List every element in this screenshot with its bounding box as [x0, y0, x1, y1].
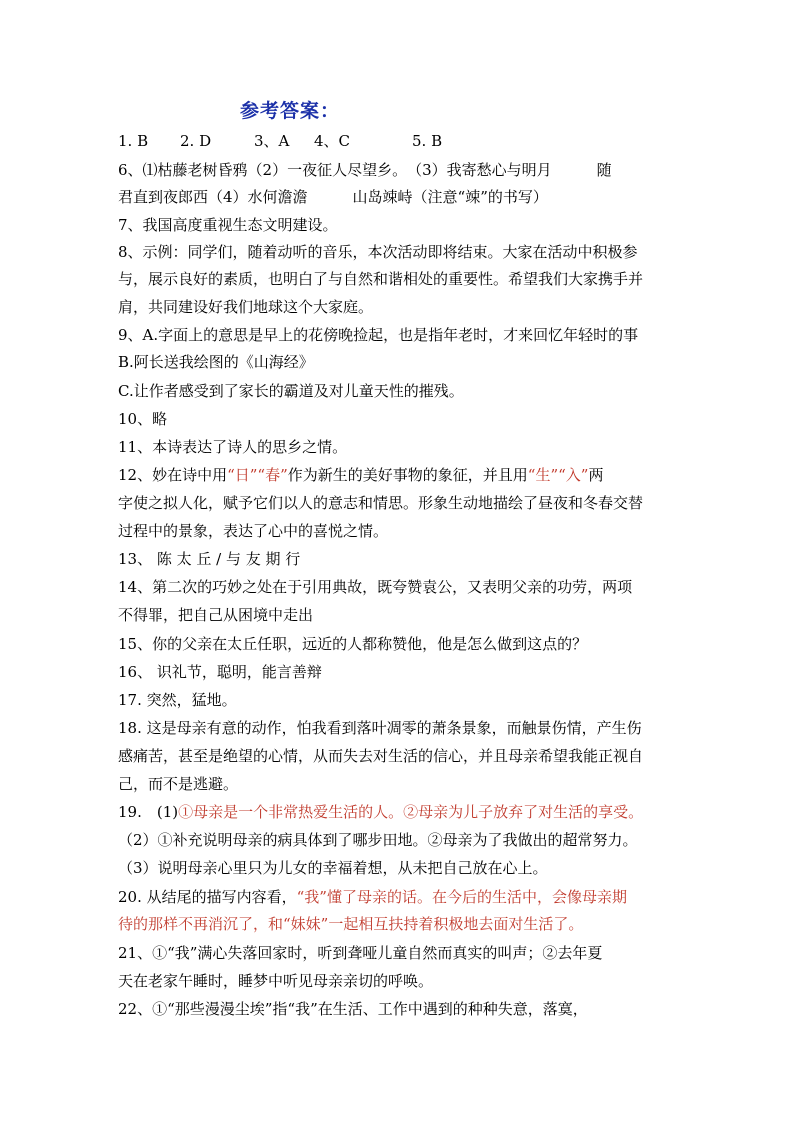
- answer-line-18: 不得罪，把自己从困境中走出: [118, 606, 314, 624]
- answer-line-11: 10、略: [118, 410, 168, 428]
- answer-2: 2. D: [180, 132, 212, 150]
- answer-line-25: [118, 802, 678, 822]
- answer-line-8: 9、A.字面上的意思是早上的花傍晚捡起，也是指年老时，才来回忆年轻时的事: [118, 326, 639, 344]
- answer-line-5: 8、示例：同学们，随着动听的音乐，本次活动即将结束。大家在活动中积极参: [118, 243, 638, 261]
- answer-line-17: 14、第二次的巧妙之处在于引用典故，既夸赞袁公，又表明父亲的功劳，两项: [118, 578, 633, 596]
- answer-line-1: [118, 131, 678, 151]
- answer-20-continued: 待的那样不再消沉了，和“妹妹”一起相互扶持着积极地去面对生活了。: [118, 915, 584, 933]
- answer-line-9: B.阿长送我绘图的《山海经》: [118, 353, 314, 371]
- answer-line-10: C.让作者感受到了家长的霸道及对儿童天性的摧残。: [118, 382, 464, 400]
- answer-line-23: 感痛苦，甚至是绝望的心情，从而失去对生活的信心，并且母亲希望我能正视自: [118, 747, 644, 765]
- answer-12-end: 两: [588, 466, 604, 484]
- answer-line-12: 11、本诗表达了诗人的思乡之情。: [118, 438, 348, 456]
- answer-line-16: 13、 陈 太 丘 / 与 友 期 行: [118, 550, 301, 568]
- answer-line-24: 己，而不是逃避。: [118, 775, 239, 793]
- answer-line-7: 肩，共同建设好我们地球这个大家庭。: [118, 298, 374, 316]
- answer-line-21: 17. 突然，猛地。: [118, 691, 237, 709]
- answer-line-31: 天在老家午睡时，睡梦中听见母亲亲切的呼唤。: [118, 972, 434, 990]
- answer-line-32: 22、①“那些漫漫尘埃”指“我”在生活、工作中遇到的种种失意，落寞，: [118, 1000, 588, 1018]
- answer-12-keywords-1: “日”“春”: [227, 466, 288, 484]
- answer-1: 1. B: [118, 132, 149, 150]
- answer-20-intro: 20. 从结尾的描写内容看，: [118, 888, 297, 906]
- answer-12-middle: 作为新生的美好事物的象征，并且用: [287, 466, 528, 484]
- answer-line-13: [118, 465, 678, 485]
- answer-line-15: 过程中的景象，表达了心中的喜悦之情。: [118, 522, 389, 540]
- answer-20-highlight: “我”懂了母亲的话。在今后的生活中，会像母亲期: [296, 888, 627, 906]
- answer-line-26: （2）①补充说明母亲的病具体到了哪步田地。②母亲为了我做出的超常努力。: [118, 831, 638, 849]
- answer-line-4: 7、我国高度重视生态文明建设。: [118, 216, 338, 234]
- answer-12-keywords-2: “生”“入”: [527, 466, 589, 484]
- answer-19-number: 19. (1): [118, 803, 179, 821]
- answer-line-27: （3）说明母亲心里只为儿女的幸福着想，从未把自己放在心上。: [118, 859, 548, 877]
- answer-4: 4、C: [314, 132, 351, 150]
- answer-12-intro: 12、妙在诗中用: [118, 466, 228, 484]
- answer-3: 3、A: [254, 132, 290, 150]
- page-title: 参考答案：: [240, 100, 341, 122]
- answer-line-6: 与，展示良好的素质，也明白了与自然和谐相处的重要性。希望我们大家携手并: [118, 270, 644, 288]
- answer-line-3: 君直到夜郎西（4）水何澹澹 山岛竦峙（注意“竦”的书写）: [118, 188, 548, 206]
- answer-line-14: 字使之拟人化，赋予它们以人的意志和情思。形象生动地描绘了昼夜和冬春交替: [118, 494, 644, 512]
- answer-line-19: 15、你的父亲在太丘任职，远近的人都称赞他，他是怎么做到这点的？: [118, 635, 588, 653]
- answer-line-20: 16、 识礼节，聪明，能言善辩: [118, 663, 322, 681]
- answer-19-part-1: ①母亲是一个非常热爱生活的人。②母亲为儿子放弃了对生活的享受。: [178, 803, 644, 821]
- answer-line-2: 6、⑴枯藤老树昏鸦（2）一夜征人尽望乡。 （3）我寄愁心与明月 随: [118, 161, 612, 179]
- answer-5: 5. B: [412, 132, 443, 150]
- answer-line-29: [118, 914, 678, 934]
- answer-line-28: [118, 887, 678, 907]
- answer-line-30: 21、①“我”满心失落回家时，听到聋哑儿童自然而真实的叫声；②去年夏: [118, 944, 603, 962]
- answer-line-22: 18. 这是母亲有意的动作，怕我看到落叶凋零的萧条景象，而触景伤情，产生伤: [118, 719, 642, 737]
